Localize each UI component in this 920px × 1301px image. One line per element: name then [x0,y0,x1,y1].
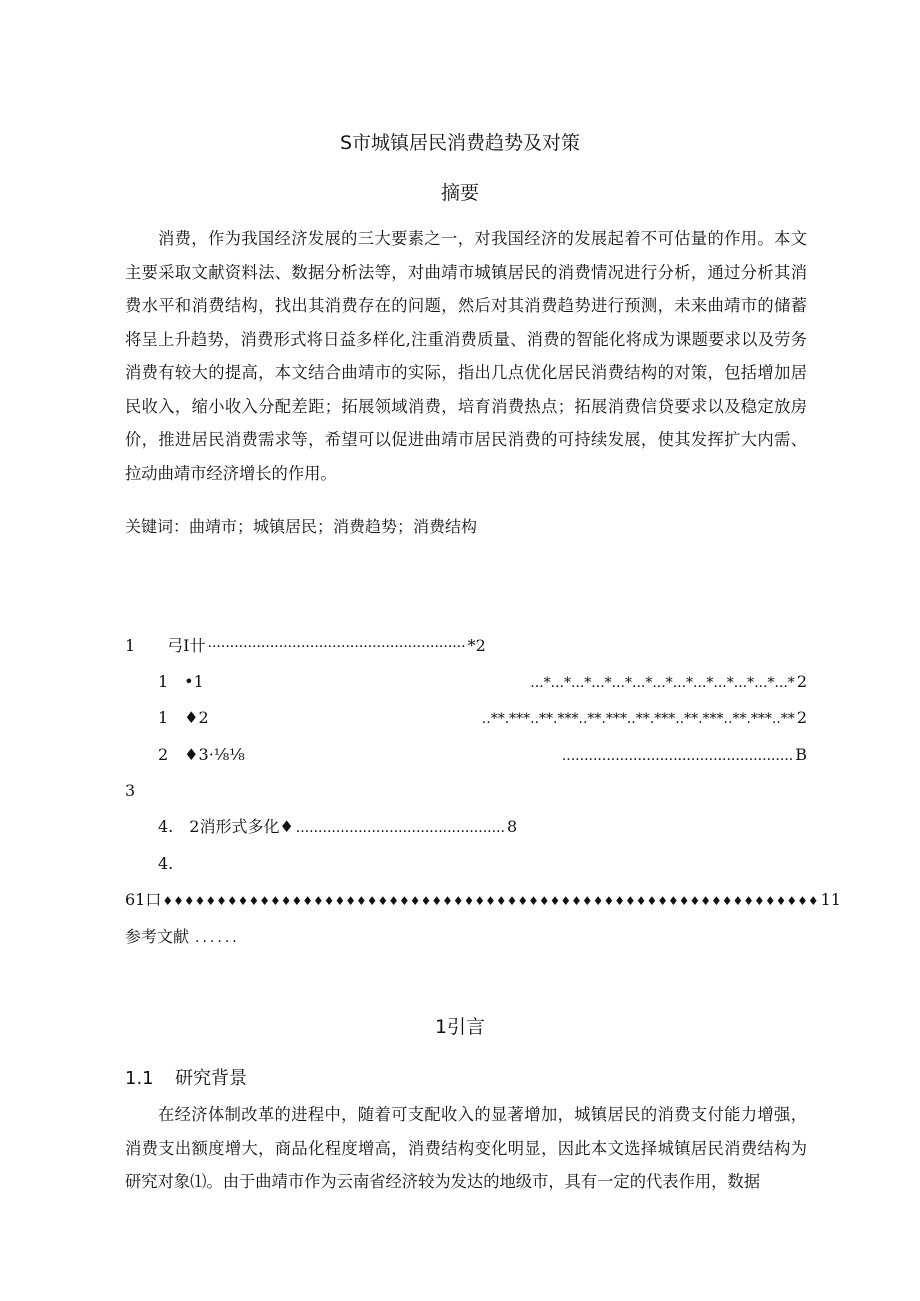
toc-label: 4. 2消形式多化♦ [158,817,294,836]
toc-leader: ·························································· [207,639,466,655]
toc-label: 3 [125,781,136,800]
toc-page: 2 [796,672,807,691]
toc-row[interactable] [158,816,807,839]
toc-page: 8 [506,817,518,836]
toc-row[interactable] [158,853,807,875]
toc-row[interactable] [158,744,807,767]
toc-leader: ..**.***..**.***..**.***..**.***..**.***..**.***..** [481,711,795,727]
subsection-title: 研究背景 [175,1068,247,1089]
toc-page: B [795,745,807,764]
toc-page: 11 [820,890,841,909]
keywords: 关键词：曲靖市；城镇居民；消费趋势；消费结构 [125,517,478,536]
toc-label: 1 ♦2 [158,708,209,727]
toc-row[interactable] [125,780,807,802]
toc-label: 1 弓I卄 [125,636,206,655]
toc-page: 2 [796,708,807,727]
document-title: S市城镇居民消费趋势及对策 [339,132,581,154]
toc-row[interactable] [125,889,841,912]
abstract-body: 消费，作为我国经济发展的三大要素之一，对我国经济的发展起着不可估量的作用。本文主要采取文献资料法、数据分析法等，对曲靖市城镇居民的消费情况进行分析，通过分析其消费水平和消费结构，找出其消费存在的问题，然后对其消费趋势进行预测，未来曲靖市的储蓄将呈上升趋势，消费形式将日益多样化,注重消费质量、消费的智能化将成为课题要求以及劳务消费有较大的提高，本文结合曲靖市的实际，指出几点优化居民消费结构的对策，包括增加居民收入，缩小收入分配差距；拓展领域消费，培育消费热点；拓展消费信贷要求以及稳定放房价，推进居民消费需求等，希望可以促进曲靖市居民消费的可持续发展，使其发挥扩大内需、拉动曲靖市经济增长的作用。 [125,229,807,483]
toc-leader: ...*...*...*...*...*...*...*...*...*...*...*...*...* [530,675,795,691]
toc-row[interactable] [158,707,807,730]
toc-row[interactable] [125,635,807,658]
toc-label: 参考文献 [125,927,190,946]
toc-label: 2 ♦3·⅛⅛ [158,745,245,764]
toc-label: 61口 [125,890,162,909]
section-heading: 1引言 [434,1016,486,1038]
toc-leader: .................................................... [561,748,794,764]
toc-row[interactable] [125,926,807,949]
toc-leader: ............................................... [295,820,505,836]
toc-label: 1 •1 [158,672,204,691]
section-body: 在经济体制改革的进程中，随着可支配收入的显著增加，城镇居民的消费支付能力增强，消费支出额度增大，商品化程度增高，消费结构变化明显，因此本文选择城镇居民消费结构为研究对象⑴。由于曲靖市作为云南省经济较为发达的地级市，具有一定的代表作用，数据 [125,1105,807,1191]
toc-row[interactable] [158,671,807,694]
toc-leader: ...... [195,930,240,946]
subsection-heading [125,1064,247,1090]
toc-leader: ♦♦♦♦♦♦♦♦♦♦♦♦♦♦♦♦♦♦♦♦♦♦♦♦♦♦♦♦♦♦♦♦♦♦♦♦♦♦♦♦♦♦♦♦♦♦♦♦♦♦♦♦♦♦♦♦♦♦♦♦♦ [162,894,819,908]
toc-label: 4. [158,854,174,873]
abstract-heading: 摘要 [440,182,479,204]
subsection-number: 1.1 [125,1068,154,1089]
toc-page: *2 [467,636,486,655]
